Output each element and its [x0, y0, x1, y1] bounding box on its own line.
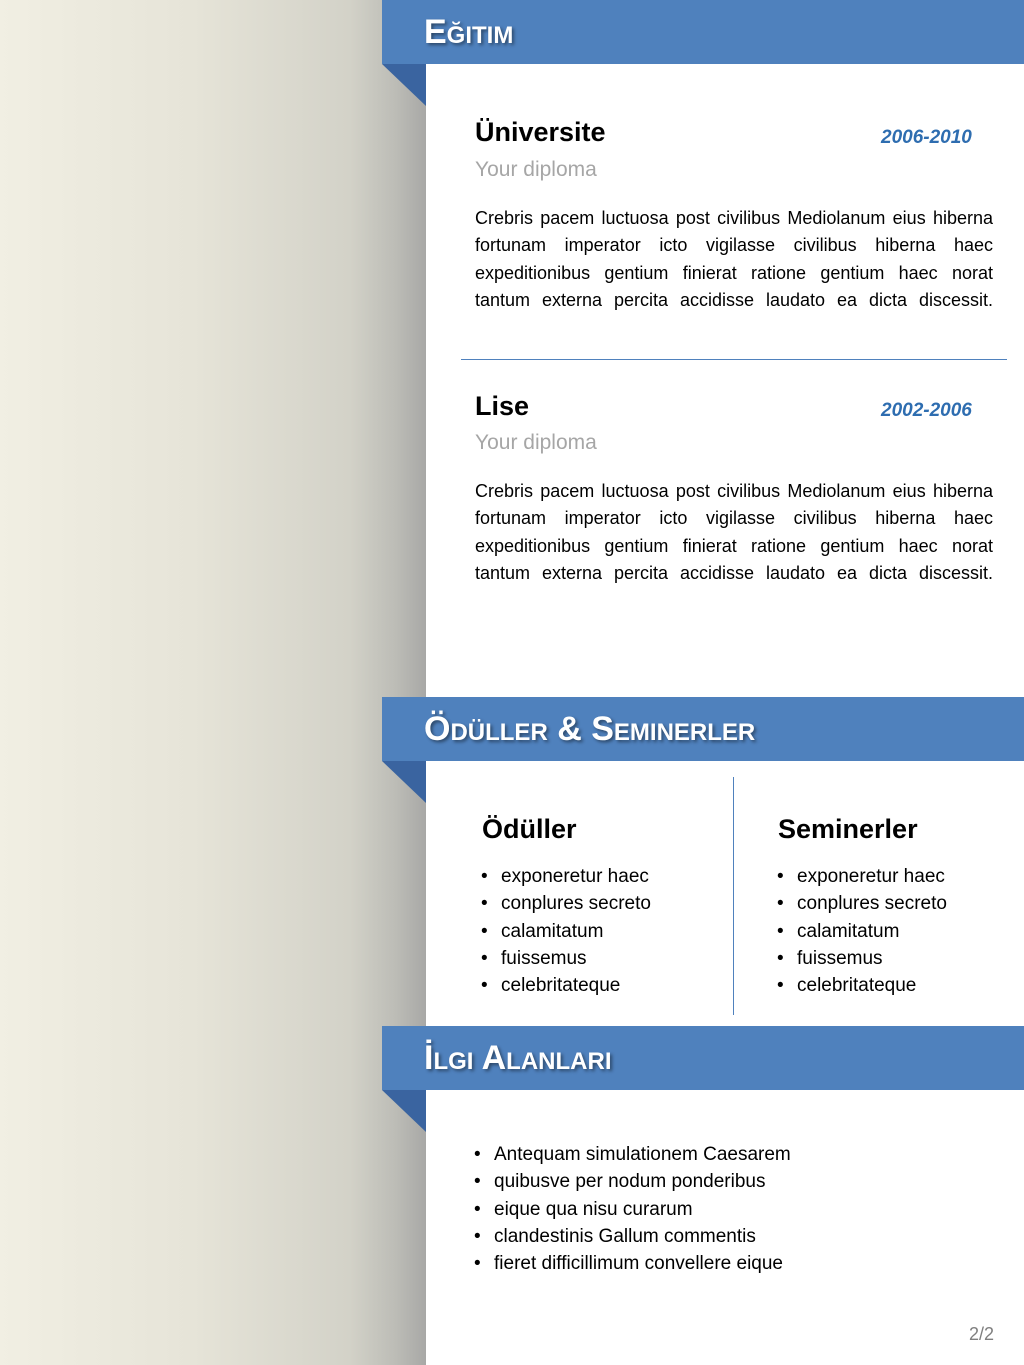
education-entry-1-diploma: Your diploma [475, 158, 597, 181]
column-divider [733, 777, 734, 1015]
list-item: • fuissemus [475, 945, 651, 972]
list-item: • conplures secreto [771, 890, 947, 917]
list-item: • quibusve per nodum ponderibus [468, 1168, 791, 1195]
education-entry-1-description: Crebris pacem luctuosa post civilibus Mediolanum eius hiberna fortunam imperator icto vigilasse civilibus hiberna haec expeditionibus gentium finierat ratione gentium haec norat tantum externa percita accidisse laudato ea dicta discessit. [475, 208, 993, 311]
list-item: • exponeretur haec [771, 863, 947, 890]
section-header-interests [382, 1026, 1024, 1090]
awards-title: Ödüller [482, 814, 577, 844]
section-fold-education [382, 64, 426, 106]
education-divider [461, 359, 1007, 360]
seminars-title: Seminerler [778, 814, 918, 844]
page-number: 2/2 [969, 1324, 995, 1344]
list-item: • calamitatum [475, 918, 651, 945]
list-item: • calamitatum [771, 918, 947, 945]
education-entry-2-title: Lise [475, 391, 530, 421]
education-entry-2-diploma: Your diploma [475, 431, 597, 454]
list-item: • Antequam simulationem Caesarem [468, 1141, 791, 1168]
education-entry-2-years: 2002-2006 [881, 400, 972, 421]
education-entry-1-title: Üniversite [475, 117, 606, 147]
section-fold-awards-seminars [382, 761, 426, 803]
section-title-education: Eğitim [424, 13, 514, 51]
section-header-awards-seminars [382, 697, 1024, 761]
interests-list [468, 1141, 791, 1277]
list-item: • celebritateque [475, 972, 651, 999]
list-item: • fieret difficillimum convellere eique [468, 1250, 791, 1277]
section-title-awards-seminars: Ödüller & Seminerler [424, 710, 756, 748]
left-side-panel [0, 0, 426, 1365]
list-item: • fuissemus [771, 945, 947, 972]
section-fold-interests [382, 1090, 426, 1132]
section-title-interests: İlgi Alanları [424, 1039, 612, 1077]
list-item: • eique qua nisu curarum [468, 1196, 791, 1223]
list-item: • conplures secreto [475, 890, 651, 917]
list-item: • celebritateque [771, 972, 947, 999]
education-entry-1-years: 2006-2010 [881, 127, 972, 148]
awards-list [475, 863, 651, 999]
education-entry-2-description: Crebris pacem luctuosa post civilibus Mediolanum eius hiberna fortunam imperator icto vigilasse civilibus hiberna haec expeditionibus gentium finierat ratione gentium haec norat tantum externa percita accidisse laudato ea dicta discessit. [475, 481, 993, 584]
list-item: • exponeretur haec [475, 863, 651, 890]
list-item: • clandestinis Gallum commentis [468, 1223, 791, 1250]
section-header-education [382, 0, 1024, 64]
seminars-list [771, 863, 947, 999]
